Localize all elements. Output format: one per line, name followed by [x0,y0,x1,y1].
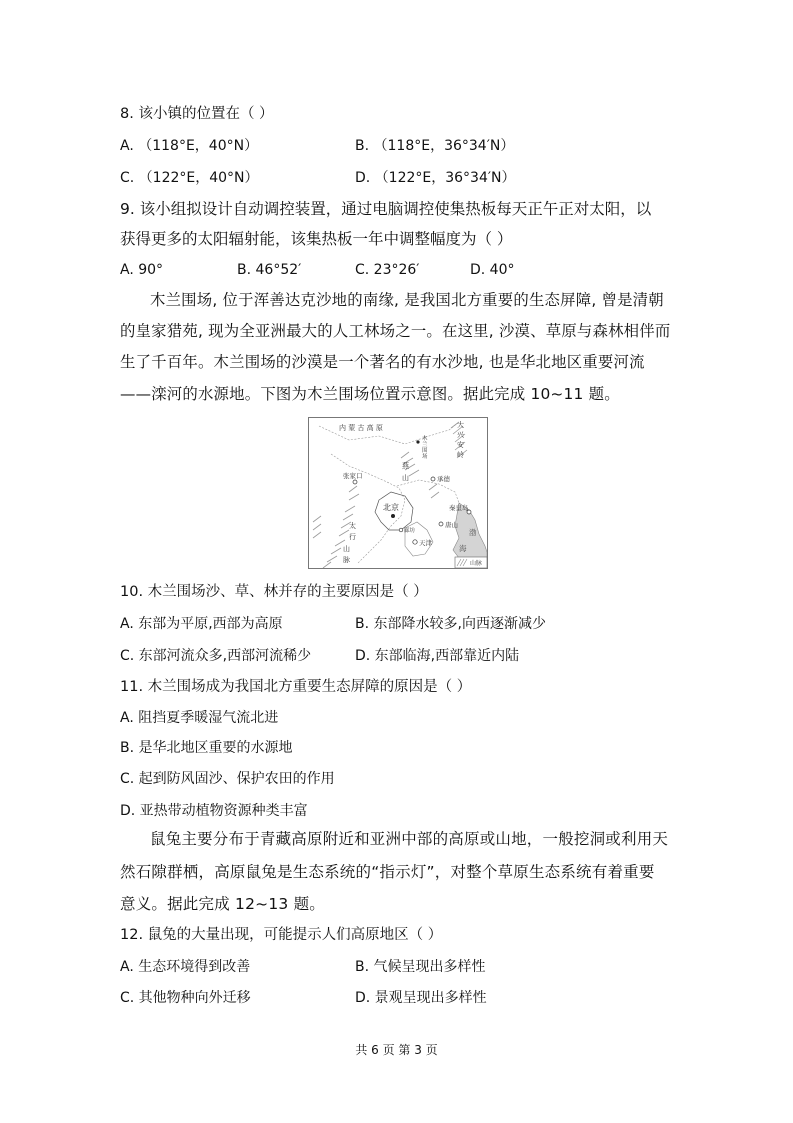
langfang-point [399,528,403,532]
q9-option-a: A. 90° [120,262,164,278]
q9-option-d: D. 40° [470,262,515,278]
label-zhangjiakou: 张家口 [343,472,363,480]
label-yanshan-2: 山 [402,474,409,482]
label-beijing: 北京 [383,503,399,512]
passage2-line1: 鼠兔主要分布于青藏高原附近和亚洲中部的高原或山地，一般挖洞或利用天 [150,830,669,848]
q10-option-b: B. 东部降水较多,向西逐渐减少 [355,616,546,632]
zhangjiakou-point [353,480,357,484]
label-mulan-1: 木 [422,436,428,442]
q10-stem: 10. 木兰围场沙、草、林并存的主要原因是（ ） [120,584,428,600]
q11-stem: 11. 木兰围场成为我国北方重要生态屏障的原因是（ ） [120,679,472,695]
label-bohai-1: 渤 [469,528,477,537]
passage1-line3: 生了千百年。木兰围场的沙漠是一个著名的有水沙地, 也是华北地区重要河流 [120,353,645,371]
q10-option-d: D. 东部临海,西部靠近内陆 [355,648,520,664]
q11-option-a: A. 阻挡夏季暖湿气流北进 [120,710,279,726]
label-yanshan-1: 燕 [402,462,409,470]
q9-option-c: C. 23°26′ [355,262,420,278]
label-bohai-2: 海 [459,544,467,553]
label-taihang-3: 山 [343,545,350,553]
label-tangshan: 唐山 [445,521,458,529]
passage2-line3: 意义。据此完成 12~13 题。 [120,895,325,913]
chengde-point [431,477,435,481]
q12-option-a: A. 生态环境得到改善 [120,959,251,975]
q8-option-c: C. （122°E，40°N） [120,170,259,186]
label-tianjin: 天津 [419,539,432,547]
mountain-hatching [313,422,467,568]
label-langfang: 廊坊 [404,528,416,534]
label-daxinganling-1: 大 [457,421,464,429]
q8-option-a: A. （118°E，40°N） [120,138,259,154]
passage2-line2: 然石隙群栖，高原鼠兔是生态系统的“指示灯”，对整个草原生态系统有着重要 [120,863,655,881]
q8-option-b: B. （118°E，36°34′N） [355,138,515,154]
q9-option-b: B. 46°52′ [237,262,302,278]
q12-option-b: B. 气候呈现出多样性 [355,959,486,975]
passage1-line1: 木兰围场, 位于浑善达克沙地的南缘, 是我国北方重要的生态屏障, 曾是清朝 [150,291,664,309]
q11-option-b: B. 是华北地区重要的水源地 [120,740,293,756]
tianjin-point [413,540,417,544]
label-mulan-3: 围 [422,448,428,454]
legend-label: 山脉 [470,560,483,567]
label-mulan-4: 场 [422,454,428,460]
label-daxinganling-4: 岭 [457,451,464,459]
q10-option-a: A. 东部为平原,西部为高原 [120,616,283,632]
label-daxinganling-3: 安 [457,441,464,449]
label-nmg-plateau: 内 蒙 古 高 原 [339,424,383,432]
label-daxinganling-2: 兴 [457,431,464,439]
tangshan-point [439,522,443,526]
passage1-line2: 的皇家猎苑, 现为全亚洲最大的人工林场之一。在这里, 沙漠、草原与森林相伴而 [120,322,671,340]
q8-stem: 8. 该小镇的位置在（ ） [120,106,274,122]
beijing-point [391,514,395,518]
label-taihang-4: 脉 [343,556,350,564]
mulan-location-map [308,417,488,569]
label-qinhuangdao: 秦皇岛 [449,504,469,512]
mulan-point [416,440,419,443]
q12-option-d: D. 景观呈现出多样性 [355,990,487,1006]
q12-option-c: C. 其他物种向外迁移 [120,990,251,1006]
boundary-line [397,480,459,503]
q11-option-c: C. 起到防风固沙、保护农田的作用 [120,771,335,787]
q12-stem: 12. 鼠兔的大量出现，可能提示人们高原地区（ ） [120,927,443,943]
label-taihang-2: 行 [349,533,356,541]
q11-option-d: D. 亚热带动植物资源种类丰富 [120,803,308,819]
q9-stem-line1: 9. 该小组拟设计自动调控装置，通过电脑调控使集热板每天正午正对太阳，以 [120,200,652,218]
label-chengde: 承德 [437,475,450,483]
q10-option-c: C. 东部河流众多,西部河流稀少 [120,648,312,664]
label-mulan-2: 兰 [422,442,428,448]
passage1-line4: ——滦河的水源地。下图为木兰围场位置示意图。据此完成 10~11 题。 [120,385,620,403]
q8-option-d: D. （122°E，36°34′N） [355,170,516,186]
label-taihang-1: 太 [349,522,356,530]
q9-stem-line2: 获得更多的太阳辐射能，该集热板一年中调整幅度为（ ） [120,230,513,248]
page-footer: 共 6 页 第 3 页 [355,1043,438,1057]
